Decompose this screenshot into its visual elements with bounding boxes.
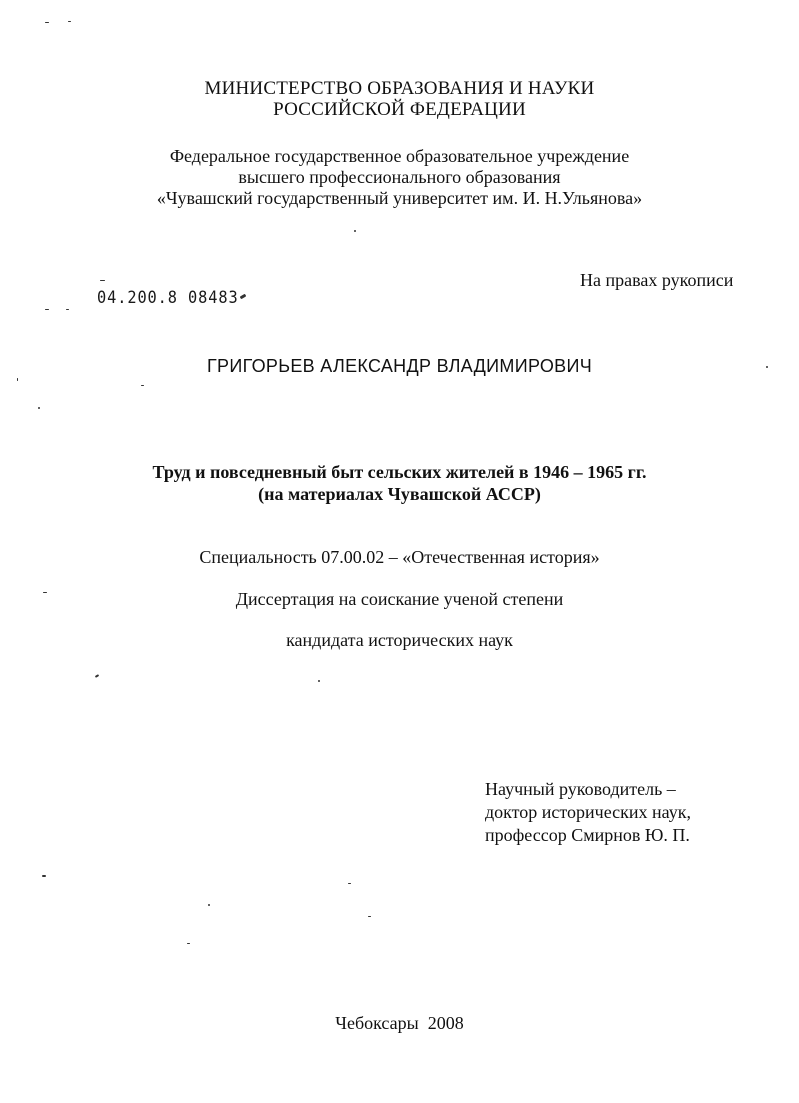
scan-speck	[187, 943, 190, 944]
ministry-line-1: МИНИСТЕРСТВО ОБРАЗОВАНИЯ И НАУКИ	[204, 78, 595, 99]
city-year: Чебоксары 2008	[335, 1013, 464, 1033]
scan-speck	[68, 21, 71, 22]
advisor-line-3: профессор Смирнов Ю. П.	[485, 825, 690, 845]
author-name: ГРИГОРЬЕВ АЛЕКСАНДР ВЛАДИМИРОВИЧ	[207, 356, 592, 376]
ministry-line-2: РОССИЙСКОЙ ФЕДЕРАЦИИ	[273, 99, 526, 120]
scan-speck	[766, 366, 768, 368]
scan-speck	[45, 22, 49, 23]
scan-speck	[368, 916, 371, 917]
scan-speck	[141, 385, 144, 386]
advisor-line-1: Научный руководитель –	[485, 779, 676, 799]
scan-speck	[318, 680, 320, 682]
scan-speck	[66, 309, 69, 310]
title-line-2: (на материалах Чувашской АССР)	[258, 484, 541, 504]
scan-speck	[240, 294, 247, 300]
specialty: Специальность 07.00.02 – «Отечественная история»	[199, 547, 600, 567]
degree-line-2: кандидата исторических наук	[286, 630, 513, 650]
scan-speck	[208, 904, 210, 906]
scan-speck	[45, 309, 49, 310]
scan-speck	[43, 592, 47, 593]
institution-line-2: высшего профессионального образования	[238, 167, 561, 187]
scan-speck	[354, 230, 356, 232]
institution-line-1: Федеральное государственное образовательное учреждение	[169, 146, 630, 166]
manuscript-note: На правах рукописи	[580, 270, 734, 290]
scan-speck	[95, 674, 99, 678]
scan-speck	[38, 407, 40, 409]
scan-speck	[348, 883, 351, 884]
archive-stamp: 04.200.8 08483	[97, 288, 239, 308]
scan-speck	[42, 875, 46, 877]
title-line-1: Труд и повседневный быт сельских жителей в 1946 – 1965 гг.	[152, 462, 647, 482]
institution-line-3: «Чувашский государственный университет им. И. Н.Ульянова»	[156, 188, 643, 208]
scientific-advisor	[485, 778, 691, 847]
advisor-line-2: доктор исторических наук,	[485, 802, 691, 822]
scan-speck	[17, 378, 18, 381]
degree-line-1: Диссертация на соискание ученой степени	[235, 589, 564, 609]
scan-speck	[100, 280, 105, 281]
